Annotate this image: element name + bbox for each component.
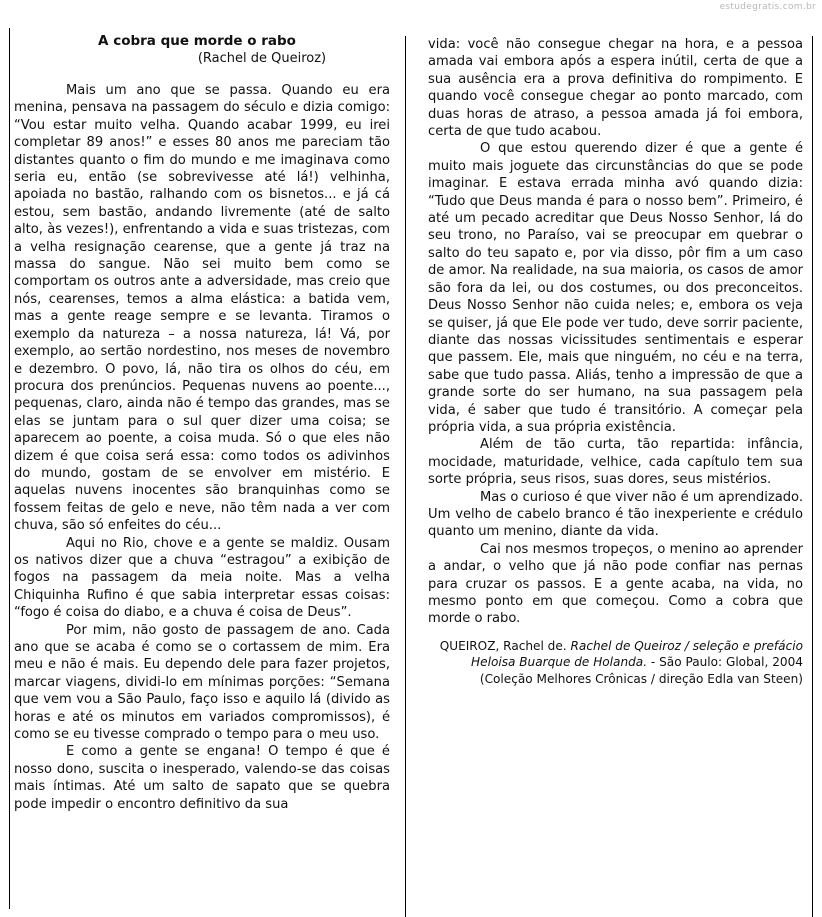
- paragraph-continued: vida: você não consegue chegar na hora, e a pessoa amada vai embora após a espera inútil, certa de que a sua ausência era a prova definitiva do rompimento. E quando você consegue chegar ao ponto marcado, com duas horas de atraso, a pessoa amada já foi embora, certa de que tudo acabou.: [428, 37, 803, 140]
- left-border-line: [9, 28, 10, 909]
- paragraph: Cai nos mesmos tropeços, o menino ao aprender a andar, o velho que já não pode confiar nas pernas para cruzar os passos. E a gente acaba, na vida, no mesmo ponto em que começou. Como a cobra que morde o rabo.: [428, 541, 803, 627]
- reference-collection: (Coleção Melhores Crônicas / direção Edla van Steen): [479, 671, 803, 686]
- paragraph: Além de tão curta, tão repartida: infância, mocidade, maturidade, velhice, cada capítulo tem sua sorte própria, seus risos, suas dores, seus mistérios.: [428, 437, 803, 488]
- paragraph: Mas o curioso é que viver não é um aprendizado. Um velho de cabelo branco é tão inexperiente e crédulo quanto um menino, diante da vida.: [428, 489, 803, 540]
- paragraph: Mais um ano que se passa. Quando eu era menina, pensava na passagem do século e dizia comigo: “Vou estar muito velha. Quando acabar 1999, eu irei completar 89 anos!” e esses 80 anos me pareciam tão distantes quanto o fim do mundo e me imaginava como seria eu, então (se sobrevivesse até lá!) velhinha, apoiada no bastão, ralhando com os bisnetos... e já cá estou, sem bastão, andando livremente (até de salto alto, às vezes!), enfrentando a vida e suas tristezas, com a velha resignação cearense, que a gente já traz na massa do sangue. Não sei muito bem como se comportam os outros ante a adversidade, mas creio que nós, cearenses, temos a alma elástica: a batida vem, mas a gente reage sempre e se levanta. Tiramos o exemplo da natureza – a nossa natureza, lá! Vá, por exemplo, ao sertão nordestino, nos meses de novembro e dezembro. O povo, lá, não tira os olhos do céu, em procura dos prenúncios. Pequenas nuvens ao poente..., pequenas, claro, ainda não é tempo das grandes, mas se elas se juntam para o sul quer dizer uma coisa; se aparecem ao poente, a coisa muda. Só o que eles não dizem é que coisa será essa: como todos os adivinhos do mundo, gostam de se envolver em mistério. E aquelas nuvens inocentes são branquinhas como se fossem feitas de gelo e neve, não têm nada a ver com chuva, são só enfeites do céu...: [14, 83, 390, 534]
- paragraph: O que estou querendo dizer é que a gente é muito mais joguete das circunstâncias do que se pode imaginar. E estava errada minha avó quando dizia: “Tudo que Deus manda é para o nosso bem”. Primeiro, é até um pecado acreditar que Deus Nosso Senhor, lá do seu trono, no Paraíso, vai se preocupar em quebrar o salto do teu sapato e, por via disso, pôr fim a um caso de amor. Na realidade, na sua maioria, os casos de amor são fora da lei, ou dos costumes, ou dos preconceitos. Deus Nosso Senhor não cuida neles; e, embora os veja se quiser, já que Ele pode ver tudo, deve sorrir paciente, diante das nossas vicissitudes sentimentais e esperar que passem. Ele, mais que ninguém, no céu e na terra, sabe que tudo passa. Aliás, tenho a impressão de que a grande sorte do ser humano, na sua passagem pela vida, é saber que tudo é transitório. A começar pela própria vida, a sua própria existência.: [428, 141, 803, 435]
- reference-work-title: Rachel de Queiroz / seleção e prefácio: [570, 638, 803, 653]
- bibliographic-reference: [428, 638, 803, 687]
- paragraph: Aqui no Rio, chove e a gente se maldiz. Ousam os nativos dizer que a chuva “estragou” a exibição de fogos na passagem da meia noite. Mas a velha Chiquinha Rufino é que sabia interpretar essas coisas: “fogo é coisa do diabo, e a chuva é coisa de Deus”.: [14, 535, 390, 621]
- watermark-text: estudegratis.com.br: [719, 2, 816, 12]
- right-border-line: [812, 36, 813, 917]
- column-divider-line: [405, 36, 406, 917]
- article-author: (Rachel de Queiroz): [197, 51, 327, 66]
- right-column: [428, 36, 803, 687]
- reference-editor: Heloisa Buarque de Holanda.: [471, 655, 648, 670]
- paragraph: Por mim, não gosto de passagem de ano. Cada ano que se acaba é como se o cortassem de mim. Era meu e não é mais. Eu dependo dele para fazer projetos, marcar viagens, dividi-lo em mínimas porções: “Semana que vem vou a São Paulo, faço isso e aquilo lá (divido as horas e até os minutos em variados compromissos), é como se eu tivesse comprado o tempo para o meu uso.: [14, 622, 390, 743]
- left-column: [14, 33, 390, 813]
- article-title: A cobra que morde o rabo: [98, 33, 296, 49]
- reference-publisher: - São Paulo: Global, 2004: [647, 655, 803, 670]
- paragraph: E como a gente se engana! O tempo é que é nosso dono, suscita o inesperado, valendo-se das coisas mais íntimas. Até um salto de sapato que se quebra pode impedir o encontro definitivo da sua: [14, 744, 390, 812]
- reference-author: QUEIROZ, Rachel de.: [439, 638, 571, 653]
